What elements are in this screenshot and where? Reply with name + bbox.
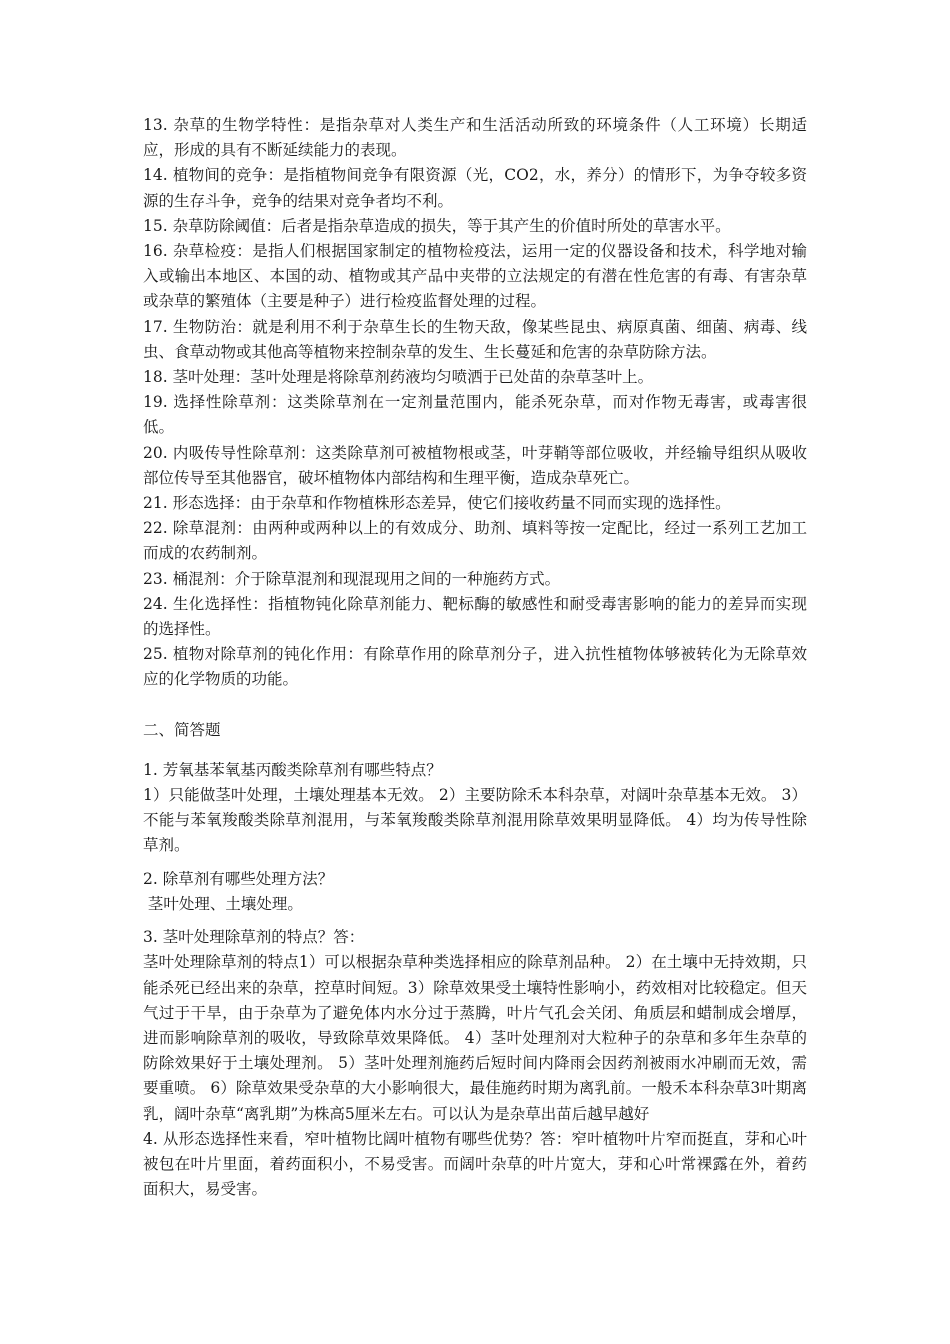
definition-item: 19. 选择性除草剂：这类除草剂在一定剂量范围内，能杀死杂草，而对作物无毒害，或毒害很低。	[143, 393, 807, 437]
question-answer: 4. 从形态选择性来看，窄叶植物比阔叶植物有哪些优势？答：窄叶植物叶片窄而挺直，芽和心叶被包在叶片里面，着药面积小，不易受害。而阔叶杂草的叶片宽大，芽和心叶常裸露在外，着药面积大，易受害。	[143, 1129, 807, 1199]
question-answer: 茎叶处理除草剂的特点1）可以根据杂草种类选择相应的除草剂品种。 2）在土壤中无持效期，只能杀死已经出来的杂草，控草时间短。3）除草效果受土壤特性影响小，药效相对比较稳定。但天气过于干旱，由于杂草为了避免体内水分过于蒸腾，叶片气孔会关闭、角质层和蜡制成会增厚，进而影响除草剂的吸收，导致除草效果降低。 4）茎叶处理剂对大粒种子的杂草和多年生杂草的防除效果好于土壤处理剂。 5）茎叶处理剂施药后短时间内降雨会因药剂被雨水冲刷而无效，需要重喷。 6）除草效果受杂草的大小影响很大，最佳施药时期为离乳前。一般禾本科杂草3叶期离乳，阔叶杂草“离乳期”为株高5厘米左右。可以认为是杂草出苗后越早越好	[143, 953, 807, 1123]
question-title: 1. 芳氧基苯氧基丙酸类除草剂有哪些特点？	[143, 760, 442, 779]
question-block	[143, 867, 807, 917]
definition-item: 16. 杂草检疫：是指人们根据国家制定的植物检疫法，运用一定的仪器设备和技术，科学地对输入或输出本地区、本国的动、植物或其产品中夹带的立法规定的有潜在性危害的有毒、有害杂草或杂草的繁殖体（主要是种子）进行检疫监督处理的过程。	[143, 242, 807, 311]
definitions-list	[143, 113, 807, 693]
definition-item: 14. 植物间的竞争：是指植物间竞争有限资源（光，CO2，水，养分）的情形下，为争夺较多资源的生存斗争，竞争的结果对竞争者均不利。	[143, 166, 807, 210]
question-block	[143, 758, 807, 859]
definition-item: 13. 杂草的生物学特性：是指杂草对人类生产和生活活动所致的环境条件（人工环境）长期适应，形成的具有不断延续能力的表现。	[143, 116, 807, 160]
definition-item: 21. 形态选择：由于杂草和作物植株形态差异，使它们接收药量不同而实现的选择性。	[143, 494, 731, 513]
question-answer: 茎叶处理、土壤处理。	[143, 894, 303, 913]
definition-item: 24. 生化选择性：指植物钝化除草剂能力、靶标酶的敏感性和耐受毒害影响的能力的差异而实现的选择性。	[143, 594, 807, 639]
definition-item: 15. 杂草防除阈值：后者是指杂草造成的损失，等于其产生的价值时所处的草害水平。	[143, 216, 731, 235]
question-block	[143, 1127, 807, 1203]
section-title: 二、简答题	[143, 720, 221, 739]
definition-item: 22. 除草混剂：由两种或两种以上的有效成分、助剂、填料等按一定配比，经过一系列工艺加工而成的农药制剂。	[143, 519, 807, 563]
definition-item: 18. 茎叶处理：茎叶处理是将除草剂药液均匀喷洒于已处苗的杂草茎叶上。	[143, 368, 654, 387]
definition-item: 20. 内吸传导性除草剂：这类除草剂可被植物根或茎，叶芽鞘等部位吸收，并经输导组织从吸收部位传导至其他器官，破坏植物体内部结构和生理平衡，造成杂草死亡。	[143, 443, 807, 487]
question-block	[143, 925, 807, 1127]
document-page	[143, 113, 807, 1202]
question-title: 3. 茎叶处理除草剂的特点？答：	[143, 928, 365, 947]
question-title: 2. 除草剂有哪些处理方法？	[143, 869, 334, 888]
question-answer: 1）只能做茎叶处理，土壤处理基本无效。 2）主要防除禾本科杂草，对阔叶杂草基本无效。 3）不能与苯氧羧酸类除草剂混用，与苯氧羧酸类除草剂混用除草效果明显降低。 4）均为传导性除草剂。	[143, 786, 807, 855]
definition-item: 17. 生物防治：就是利用不利于杂草生长的生物天敌，像某些昆虫、病原真菌、细菌、病毒、线虫、食草动物或其他高等植物来控制杂草的发生、生长蔓延和危害的杂草防除方法。	[143, 317, 807, 361]
definition-item: 25. 植物对除草剂的钝化作用：有除草作用的除草剂分子，进入抗性植物体够被转化为无除草效应的化学物质的功能。	[143, 645, 807, 689]
definition-item: 23. 桶混剂：介于除草混剂和现混现用之间的一种施药方式。	[143, 569, 561, 588]
